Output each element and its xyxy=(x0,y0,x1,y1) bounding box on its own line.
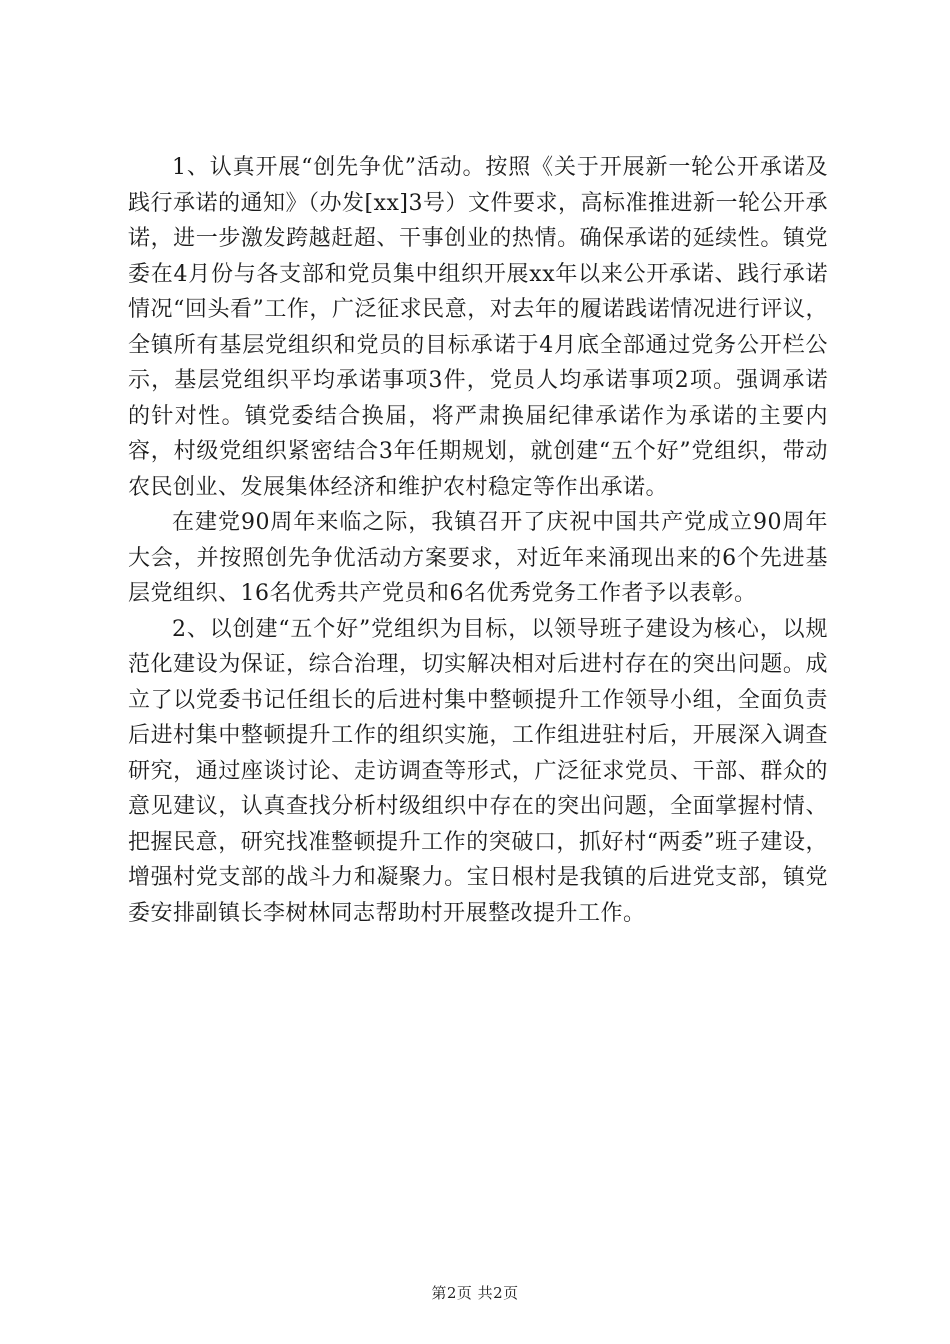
page-number-footer: 第2页 共2页 xyxy=(431,1284,519,1302)
paragraph-1: 1、认真开展“创先争优”活动。按照《关于开展新一轮公开承诺及践行承诺的通知》（办发[xx]3号）文件要求，高标准推进新一轮公开承诺，进一步激发跨越赶超、干事创业的热情。确保承诺的延续性。镇党委在4月份与各支部和党员集中组织开展xx年以来公开承诺、践行承诺情况“回头看”工作，广泛征求民意，对去年的履诺践诺情况进行评议，全镇所有基层党组织和党员的目标承诺于4月底全部通过党务公开栏公示，基层党组织平均承诺事项3件，党员人均承诺事项2项。强调承诺的针对性。镇党委结合换届，将严肃换届纪律承诺作为承诺的主要内容，村级党组织紧密结合3年任期规划，就创建“五个好”党组织，带动农民创业、发展集体经济和维护农村稳定等作出承诺。 xyxy=(128,155,828,500)
paragraph-2: 在建党90周年来临之际，我镇召开了庆祝中国共产党成立90周年大会，并按照创先争优活动方案要求，对近年来涌现出来的6个先进基层党组织、16名优秀共产党员和6名优秀党务工作者予以表彰。 xyxy=(128,510,828,606)
paragraph-3: 2、以创建“五个好”党组织为目标，以领导班子建设为核心，以规范化建设为保证，综合治理，切实解决相对后进村存在的突出问题。成立了以党委书记任组长的后进村集中整顿提升工作领导小组，全面负责后进村集中整顿提升工作的组织实施，工作组进驻村后，开展深入调查研究，通过座谈讨论、走访调查等形式，广泛征求党员、干部、群众的意见建议，认真查找分析村级组织中存在的突出问题，全面掌握村情、把握民意，研究找准整顿提升工作的突破口，抓好村“两委”班子建设，增强村党支部的战斗力和凝聚力。宝日根村是我镇的后进党支部，镇党委安排副镇长李树林同志帮助村开展整改提升工作。 xyxy=(128,616,828,926)
document-body xyxy=(128,150,828,931)
